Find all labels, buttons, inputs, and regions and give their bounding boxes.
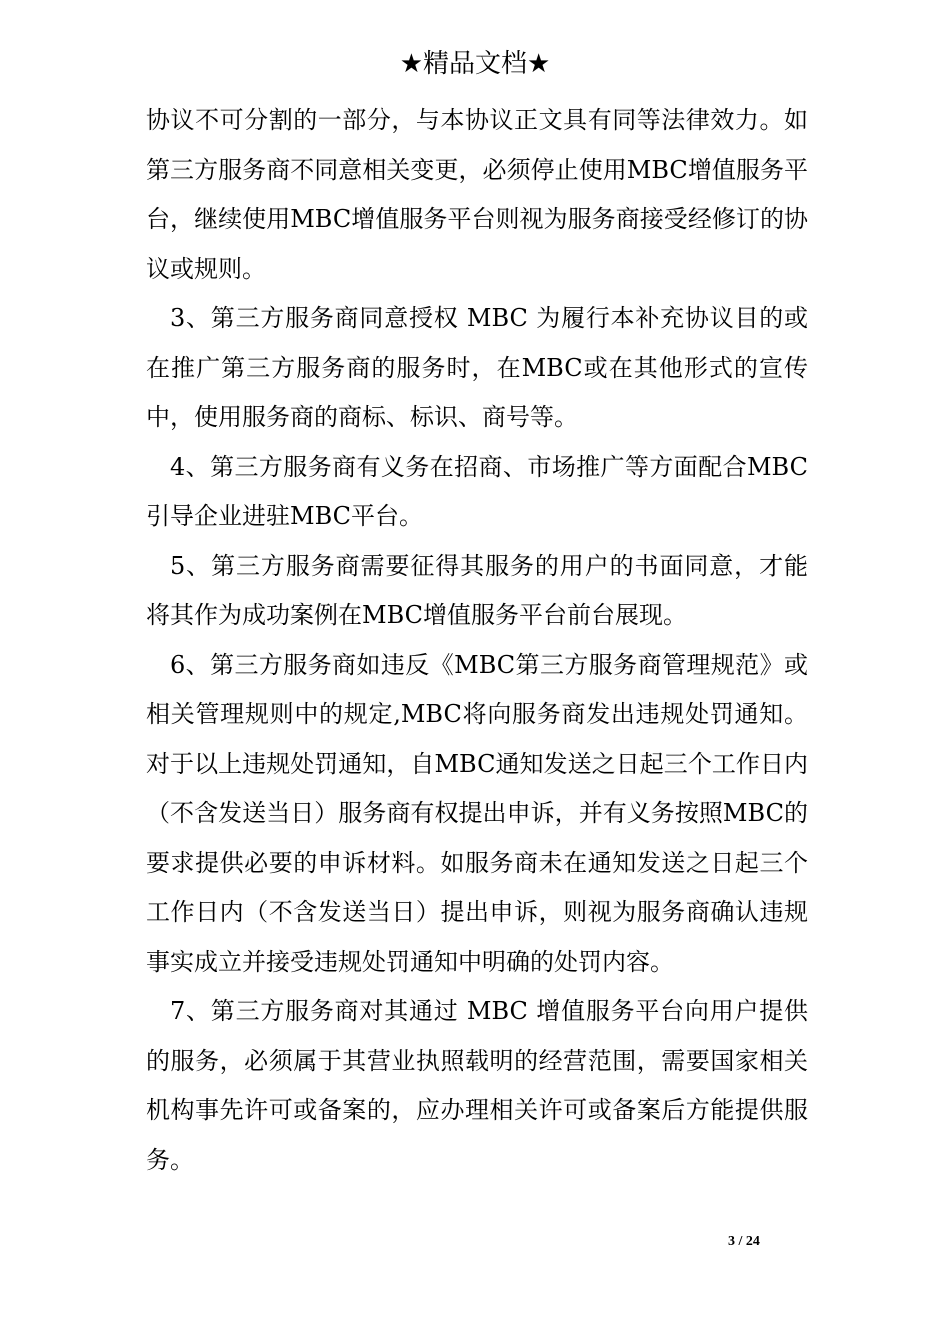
- page-number: 3 / 24: [728, 1234, 760, 1249]
- document-body: [146, 96, 808, 1185]
- paragraph-continuation: 协议不可分割的一部分，与本协议正文具有同等法律效力。如第三方服务商不同意相关变更，必须停止使用MBC增值服务平台，继续使用MBC增值服务平台则视为服务商接受经修订的协议或规则。: [146, 106, 808, 283]
- paragraph-item-7: 7、第三方服务商对其通过 MBC 增值服务平台向用户提供的服务，必须属于其营业执照载明的经营范围，需要国家相关机构事先许可或备案的，应办理相关许可或备案后方能提供服务。: [146, 997, 808, 1174]
- paragraph-item-6: 6、第三方服务商如违反《MBC第三方服务商管理规范》或相关管理规则中的规定,MBC将向服务商发出违规处罚通知。对于以上违规处罚通知，自MBC通知发送之日起三个工作日内（不含发送当日）服务商有权提出申诉，并有义务按照MBC的要求提供必要的申诉材料。如服务商未在通知发送之日起三个工作日内（不含发送当日）提出申诉，则视为服务商确认违规事实成立并接受违规处罚通知中明确的处罚内容。: [146, 650, 808, 976]
- paragraph-item-5: 5、第三方服务商需要征得其服务的用户的书面同意，才能将其作为成功案例在MBC增值服务平台前台展现。: [146, 551, 808, 629]
- paragraph-item-3: 3、第三方服务商同意授权 MBC 为履行本补充协议目的或在推广第三方服务商的服务时，在MBC或在其他形式的宣传中，使用服务商的商标、标识、商号等。: [146, 304, 808, 431]
- paragraph-item-4: 4、第三方服务商有义务在招商、市场推广等方面配合MBC引导企业进驻MBC平台。: [146, 452, 808, 530]
- page-header-title: ★精品文档★: [399, 49, 551, 79]
